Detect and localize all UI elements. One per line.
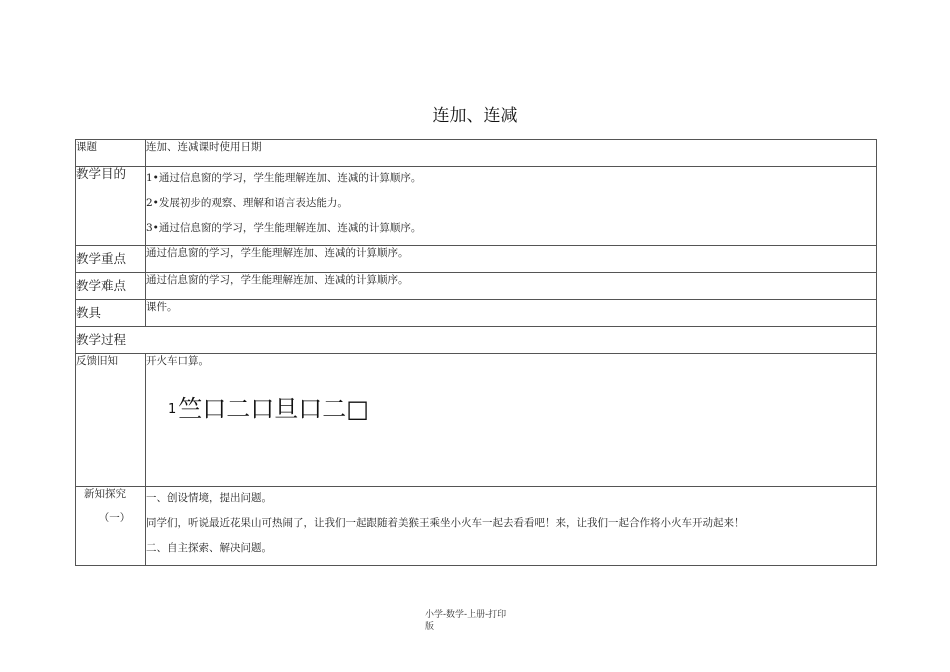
row-difficulty xyxy=(76,273,877,300)
key-point-label: 教学重点 xyxy=(76,246,146,273)
goal-item: 3•通过信息窗的学习，学生能理解连加、连减的计算顺序。 xyxy=(146,222,422,234)
row-review xyxy=(76,354,877,487)
goals-label: 教学目的 xyxy=(76,167,146,246)
document-title: 连加、连减 xyxy=(432,106,518,126)
page-footer xyxy=(425,609,506,633)
oral-number: 1 xyxy=(168,402,177,417)
explore-item: 一、创设情境，提出问题。 xyxy=(146,492,272,504)
footer-line-2: 版 xyxy=(425,622,435,632)
lesson-plan-table xyxy=(75,139,877,566)
goals-value xyxy=(146,167,877,246)
review-text: 开火车口算。 xyxy=(146,355,209,367)
tools-label: 教具 xyxy=(76,300,146,327)
row-process xyxy=(76,327,877,354)
footer-line-1: 小学-数学-上册-打印 xyxy=(425,610,507,620)
row-tools xyxy=(76,300,877,327)
row-key-point xyxy=(76,246,877,273)
oral-text: 竺口二口旦口二□ xyxy=(178,395,369,423)
explore-item: 同学们，听说最近花果山可热闹了，让我们一起跟随着美猴王乘坐小火车一起去看看吧！来，让我们一起合作将小火车开动起来！ xyxy=(146,517,745,529)
review-label: 反馈旧知 xyxy=(76,354,146,487)
goal-item: 1•通过信息窗的学习，学生能理解连加、连减的计算顺序。 xyxy=(146,172,422,184)
explore-label xyxy=(76,487,146,566)
topic-label: 课题 xyxy=(76,140,146,167)
difficulty-label: 教学难点 xyxy=(76,273,146,300)
process-label: 教学过程 xyxy=(76,327,877,354)
explore-label-line2: （一） xyxy=(98,512,131,524)
key-point-value: 通过信息窗的学习，学生能理解连加、连减的计算顺序。 xyxy=(146,246,877,273)
review-value xyxy=(146,354,877,487)
explore-label-line1: 新知探究 xyxy=(84,488,126,500)
topic-value: 连加、连减课时使用日期 xyxy=(146,140,877,167)
goal-item: 2•发展初步的观察、理解和语言表达能力。 xyxy=(146,197,348,209)
oral-arithmetic xyxy=(168,394,876,425)
row-topic xyxy=(76,140,877,167)
explore-item: 二、自主探索、解决问题。 xyxy=(146,542,272,554)
difficulty-value: 通过信息窗的学习，学生能理解连加、连减的计算顺序。 xyxy=(146,273,877,300)
tools-value: 课件。 xyxy=(146,300,877,327)
explore-value xyxy=(146,487,877,566)
row-explore xyxy=(76,487,877,566)
row-goals xyxy=(76,167,877,246)
